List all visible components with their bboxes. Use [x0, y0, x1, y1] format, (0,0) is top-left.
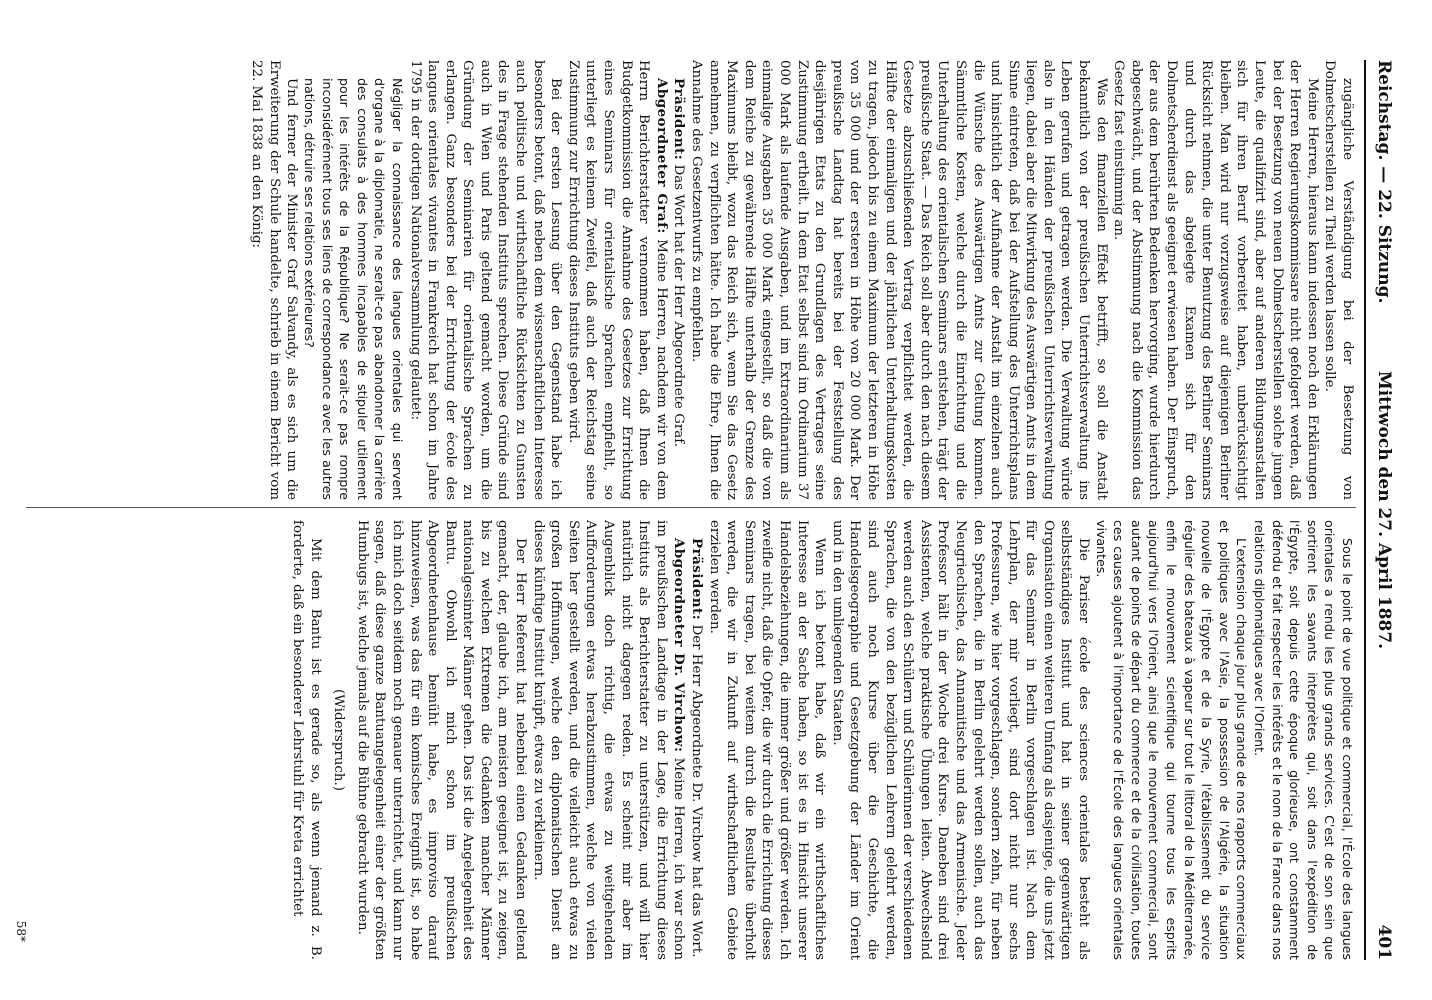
speaker-name: Abgeordneter Graf:: [653, 78, 670, 234]
speech-text: Meine Herren, nachdem wir von dem Herrn Berichterstatter vernommen haben, daß Ihnen die Budgetkommission die Annahme des Gesetzes zur Errichtung eines Seminars für orientalische Sprachen empfiehlt, so unterliegt es keinem Zweifel, daß auch der Reichstag seine Zustimmung zur Errichtung dieses Instituts geben wird.: [565, 60, 669, 500]
speech-text: Das Wort hat der Herr Abgeordnete Graf.: [671, 164, 687, 448]
speaker-name: Abgeordneter Dr. Virchow:: [671, 538, 688, 753]
column-separator: [26, 507, 1356, 508]
body-paragraph: Die Pariser école des sciences orientales besteht als selbstständiges Institut und hat in seiner gegenwärtigen Organisation einen weiteren Umfang als dasjenige, die uns jetzt für das Seminar in Berlin vorgeschlagen ist. Nach dem Lehrplan, der mir vorliegt, sind dort nicht nur sechs Professuren, wie hier vorgeschlagen, sondern zehn, für neben den Sprachen, die in Berlin gelehrt werden sollen, auch das Neugriechische, das Annamitische und das Armenische. Jeder Professor hält in der Woche drei Kurse. Daneben sind drei Assistenten, welche praktische Übungen leiten. Abwechselnd werden auch den Schülern und Schülerinnen der verschiedenen Sprachen, die von den bezüglichen Lehrern gelehrt werden, sind auch noch Kurse über die Geschichte, die Handelsgeographie und Gesetzgebung der Länder im Orient und in den umliegenden Staaten.: [829, 520, 1092, 960]
speech-paragraph: [564, 60, 670, 500]
body-paragraph: Meine Herren, hieraus kann indessen noch den Erklärungen der Herren Regierungskommissare nicht gefolgert werden, daß bei der Besetzung von neuen Dolmetscherstellen solche jungen Leute, die qualifizirt sind, aber auf anderen Bildungsanstalten sich für ihren Beruf vorbereitet haben, unberücksichtigt bleiben. Man wird nur vorzugsweise auf diejenigen Berliner Rücksicht nehmen, die unter Benutzung des Berliner Seminars und durch das abgelegte Examen sich für den Dolmetscherdienst als geeignet erwiesen haben. Der Einspruch, der aus dem berührten Bedenken hervorging, wurde hierdurch abgeschwächt, und der Abstimmung nach die Kommission das Gesetz fast einstimmig an.: [1111, 60, 1320, 500]
french-quote-paragraph: Sous le point de vue politique et commercial, l'École des langues orientales a rendu les plus grands services. C'est de son sein que sortirent les savants interprètes qui, soit dans l'expédition de l'Égypte, soit depuis cette époque glorieuse, ont constamment défendu et fait respecter les intérêts et le nom de la France dans nos relations diplomatiques avec l'Orient.: [1252, 520, 1355, 960]
quoted-paragraph: Négliger la connaissance des langues orientales qui servent d'organe à la diplomatie, ne serait-ce pas abandonner la carrière des consulats à des hommes incapables de stipuler utilement pour les intérêts de la République? Ne serait-ce pas rompre inconsidérément tous ses liens de correspondance avec les autres nations, détruire ses relations extérieures?: [301, 78, 405, 500]
french-quote-paragraph: L'extension chaque jour plus grande de nos rapports commerciaux et politiques avec l'Asie, la possession de l'Algérie, la situation nouvelle de l'Égypte et de la Syrie, l'établissement du service régulier des bateaux à vapeur sur tout le littoral de la Méditerranée, enfin le mouvement scientifique qui tourne tous les esprits aujourd'hui vers l'Orient, ainsi que le mouvement commercial, sont autant de points de départ du commerce et de la civilisation, toutes ces causes ajoutent à l'importance de l'École des langues orientales vivantes.: [1093, 520, 1250, 960]
body-paragraph: Was den finanziellen Effekt betrifft, so soll die Anstalt bekanntlich von der preußischen Unterrichtsverwaltung ins Leben gerufen und getragen werden. Die Verwaltung würde also in den Händen der preußischen Unterrichtsverwaltung liegen, dabei aber die Mitwirkung des Auswärtigen Amts in dem Sinne eintreten, daß bei der Aufstellung des Unterrichtsplans und hinsichtlich der Aufnahme der Anstalt im einzelnen auch die Wünsche des Auswärtigen Amts zur Geltung kommen. Sämmtliche Kosten, welche durch die Einrichtung und die Unterhaltung des orientalischen Seminars entstehen, trägt der preußische Staat. — Das Reich soll aber durch den nach diesem Gesetze abzuschließenden Vertrag verpflichtet werden, die Hälfte der einmaligen und der jährlichen Unterhaltungskosten zu tragen, jedoch bis zu einem Maximum der letzteren in Höhe von 35 000 und der ersteren in Höhe von 20 000 Mark. Der preußische Landtag hat bereits bei der Feststellung des diesjährigen Etats zu den Grundlagen des Vertrages seine Zustimmung ertheilt. In dem Etat selbst sind im Ordinarium 37 000 Mark als laufende Ausgaben, und im Extraordinarium als einmalige Ausgaben 35 000 Mark eingestellt, so daß die von dem Reiche zu gewährende Hälfte unterhalb der Grenze des Maximums bleibt, wozu das Reich sich, wenn Sie das Gesetz annehmen, zu verpflichten hätte. Ich habe die Ehre, Ihnen die Annahme des Gesetzentwurfs zu empfehlen.: [689, 60, 1109, 500]
body-paragraph: zugängliche Verständigung bei der Besetzung von Dolmetscherstellen zu Theil werden lassen solle.: [1322, 60, 1355, 500]
header-date: Mittwoch den 27. April 1887.: [1374, 370, 1394, 650]
page-number: 401: [1374, 924, 1394, 960]
body-paragraph: Und ferner der Minister Graf Salvandy, als es sich um die Erweiterung der Schule handelte, schrieb in einem Bericht vom 22. Mai 1838 an den König:: [249, 60, 300, 500]
right-column: [26, 520, 1356, 960]
body-paragraph: Der Herr Referent hat nebenbei einen Gedanken geltend gemacht, der, glaube ich, am meisten geeignet ist, zu zeigen, bis zu welchen Extremen die Gedanken mancher Männer nationalgesinnter Männer gehen. Das ist die Angelegenheit des Bantu. Obwohl ich mich schon im preußischen Abgeordnetenhause bemüht habe, es improviso darauf hinzuweisen, was das für ein komisches Ereigniß ist, so habe ich mich doch seitdem noch genauer unterrichtet, und kann nur sagen, daß diese ganze Bantuangelegenheit einer der größten Humbugs ist, welche jemals auf die Bühne gebracht wurden.: [354, 520, 529, 960]
speaker-name: Präsident:: [671, 78, 688, 161]
body-paragraph: Bei der ersten Lesung über den Gegenstand habe ich besonders betont, daß neben dem wissenschaftlichen Interesse auch politische und wirthschaftliche Rücksichten zu Gunsten des in Frage stehenden Instituts sprechen. Diese Gründe sind auch in Wien und Paris geltend gemacht worden, um die Gründung der Seminarien für orientalische Sprachen zu erlangen. Ganz besonders bei der Errichtung der école des langues orientales vivantes in Frankreich hat schon im Jahre 1795 in der dortigen Nationalversammlung gelautet:: [407, 60, 564, 500]
interjection: (Widerspruch.): [331, 688, 347, 791]
speech-text: Der Herr Abgeordnete Dr. Virchow hat das Wort.: [689, 624, 705, 958]
header-session: Reichstag. — 22. Sitzung.: [1374, 60, 1394, 304]
speaker-name: Präsident:: [689, 538, 706, 621]
speech-paragraph: [687, 520, 705, 960]
speech-text: Meine Herren, ich war schon im preußischen Landtage in der Lage, die Errichtung dieses Instituts als Berichterstatter zu unterstützen, und will hier natürlich nicht dagegen reden. Es scheint mir aber im Augenblick doch richtig, die etwas zu weitgehenden Aufforderungen etwas herabzustimmen, welche von vielen Seiten her gestellt werden, und die vielleicht auch etwas zu großen Hoffnungen, welche den diplomatischen Dienst an dieses künftige Institut knüpft, etwas zu verkleinern.: [530, 520, 687, 960]
speech-paragraph: [670, 60, 688, 500]
speech-paragraph: [529, 520, 687, 960]
header-rule: [1364, 60, 1366, 960]
body-paragraph: Wenn ich betont habe, daß wir ein wirthschaftliches Interesse an der Sache haben, so ist es in Hinsicht unserer Handelsbeziehungen, die immer größer und größer werden. Ich zweifle nicht, daß die Opfer, die wir durch die Errichtung dieses Seminars tragen, bei weitem durch die Resultate überholt werden, die wir in Zukunft auf wirthschaftlichem Gebiete erzielen werden.: [706, 520, 828, 960]
left-column: [26, 60, 1356, 500]
page-header: [1368, 60, 1394, 960]
signature-mark: 58*: [14, 920, 28, 942]
body-paragraph: Mit dem Bantu ist es gerade so, als wenn jemand z. B. forderte, daß ein besonderer Lehrstuhl für Kreta errichtet: [289, 520, 323, 960]
